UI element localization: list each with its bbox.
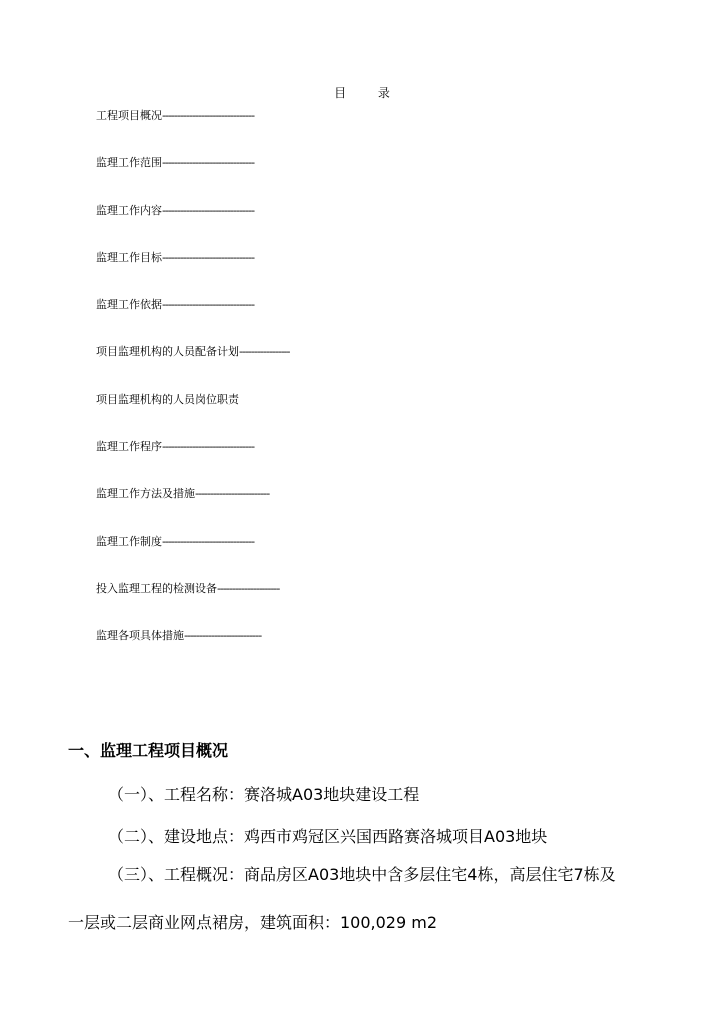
toc-item[interactable] xyxy=(96,155,289,202)
toc-item[interactable] xyxy=(96,439,289,486)
toc-item-leader: ----------------- xyxy=(239,345,290,359)
location-paragraph: （二）、建设地点：鸡西市鸡冠区兴国西路赛洛城项目A03地块 xyxy=(108,827,548,846)
toc-item-label: 监理工作目标 xyxy=(96,250,162,264)
toc-item[interactable] xyxy=(96,203,289,250)
toc-item[interactable] xyxy=(96,108,289,155)
toc-item[interactable] xyxy=(96,297,289,344)
section-heading: 一、监理工程项目概况 xyxy=(68,741,229,760)
toc-item-leader: ------------------------------- xyxy=(162,298,255,312)
toc-item-label: 投入监理工程的检测设备 xyxy=(96,581,217,595)
project-name-paragraph: （一）、工程名称：赛洛城A03地块建设工程 xyxy=(108,785,420,804)
toc-item-label: 监理工作制度 xyxy=(96,534,162,548)
toc-title: 目 录 xyxy=(334,86,404,100)
toc-item-leader: ------------------------- xyxy=(195,487,270,501)
toc-item-label: 监理工作程序 xyxy=(96,440,162,454)
toc-item[interactable] xyxy=(96,628,289,675)
toc-item-leader: ------------------------------- xyxy=(162,440,255,454)
toc-item[interactable] xyxy=(96,581,289,628)
toc-item-label: 监理各项具体措施 xyxy=(96,629,184,643)
toc-item-label: 工程项目概况 xyxy=(96,109,162,122)
toc-item-leader: -------------------------- xyxy=(184,629,262,643)
toc-item-leader: --------------------- xyxy=(217,581,280,595)
table-of-contents xyxy=(96,108,289,676)
overview-paragraph-continued: 一层或二层商业网点裙房，建筑面积：100,029 m2 xyxy=(68,913,438,932)
toc-item-label: 监理工作范围 xyxy=(96,156,162,170)
toc-item-label: 监理工作方法及措施 xyxy=(96,487,195,501)
overview-paragraph: （三）、工程概况：商品房区A03地块中含多层住宅4栋，高层住宅7栋及 xyxy=(108,865,616,884)
toc-item[interactable] xyxy=(96,344,289,391)
toc-item-leader: ------------------------------- xyxy=(162,250,255,264)
toc-item-label: 监理工作内容 xyxy=(96,203,162,217)
toc-item-label: 监理工作依据 xyxy=(96,298,162,312)
toc-item-leader: ------------------------------- xyxy=(162,203,255,217)
toc-item[interactable] xyxy=(96,250,289,297)
toc-item[interactable] xyxy=(96,534,289,581)
toc-item[interactable] xyxy=(96,392,289,439)
toc-item-leader: ------------------------------- xyxy=(162,534,255,548)
toc-item-leader: ------------------------------- xyxy=(162,109,255,122)
toc-item-leader: ------------------------------- xyxy=(162,156,255,170)
toc-item-label: 项目监理机构的人员岗位职责 xyxy=(96,392,239,406)
toc-item-label: 项目监理机构的人员配备计划 xyxy=(96,345,239,359)
toc-item[interactable] xyxy=(96,486,289,533)
